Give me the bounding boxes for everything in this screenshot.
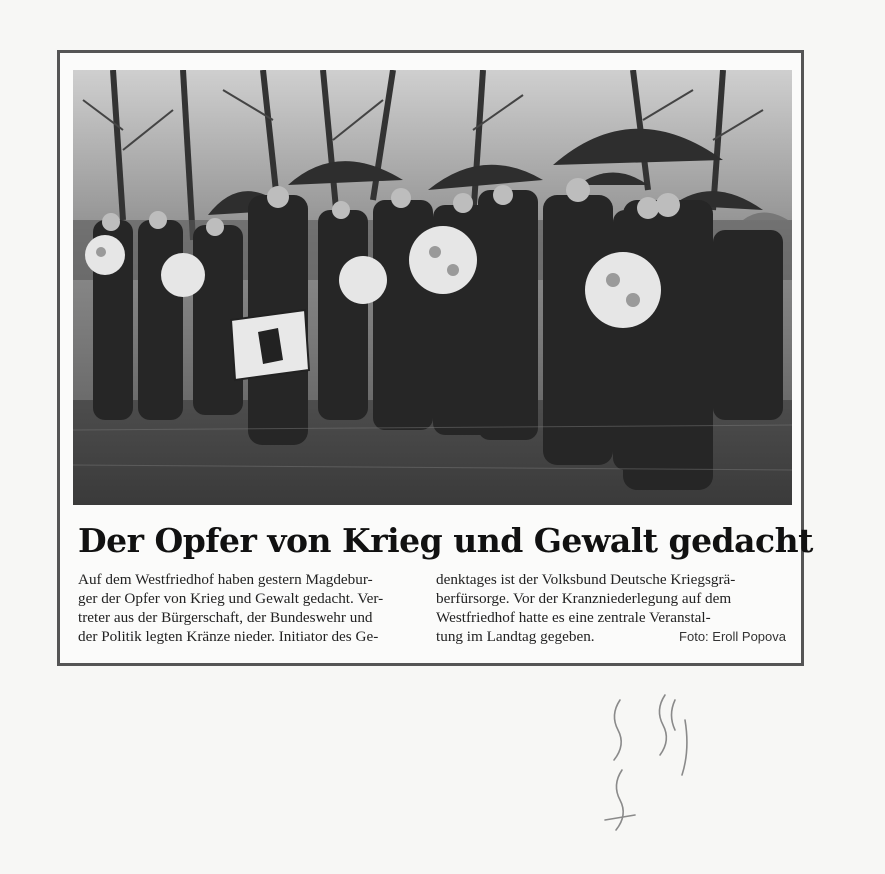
body-line: denktages ist der Volksbund Deutsche Kriegsgrä- (436, 571, 736, 588)
body-line: Westfriedhof hatte es eine zentrale Veranstal- (436, 609, 711, 626)
headline: Der Opfer von Krieg und Gewalt gedacht (78, 521, 813, 560)
newspaper-clipping (57, 50, 813, 666)
body-line: der Politik legten Kränze nieder. Initiator des Ge- (78, 628, 379, 645)
photo-credit: Foto: Eroll Popova (679, 629, 786, 644)
body-line: tung im Landtag gegeben. (436, 628, 595, 645)
drum (231, 310, 309, 380)
body-line: ger der Opfer von Krieg und Gewalt gedacht. Ver- (78, 590, 384, 607)
body-line: treter aus der Bürgerschaft, der Bundeswehr und (78, 609, 373, 626)
body-line: Auf dem Westfriedhof haben gestern Magdebur- (78, 571, 373, 588)
body-line: berfürsorge. Vor der Kranzniederlegung auf dem (436, 590, 732, 607)
handwritten-pencil-marks (590, 690, 720, 850)
body-column-right (436, 570, 786, 646)
article-photo (73, 70, 792, 505)
body-column-left (78, 570, 428, 646)
